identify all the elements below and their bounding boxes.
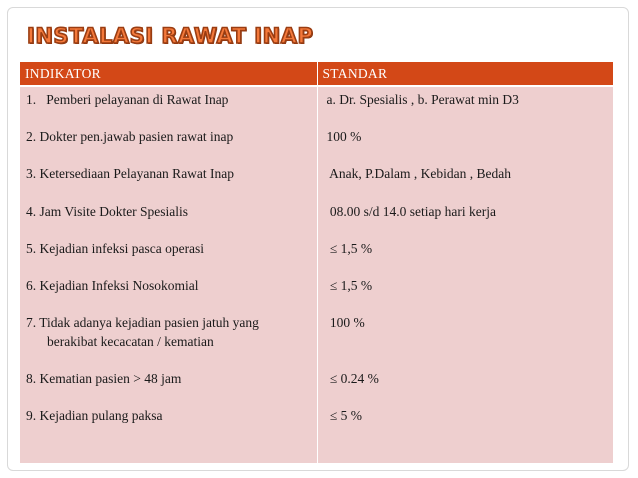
standar-item-9: ≤ 5 % (326, 408, 363, 424)
indikator-item-4: 4. Jam Visite Dokter Spesialis (26, 203, 189, 219)
indikator-item-1: 1. Pemberi pelayanan di Rawat Inap (26, 92, 229, 107)
indikator-item-8: 8. Kematian pasien > 48 jam (26, 370, 182, 386)
indikator-item-7-continued: berakibat kecacatan / kematian (47, 333, 214, 349)
standar-item-3: Anak, P.Dalam , Kebidan , Bedah (326, 166, 511, 182)
header-standar: STANDAR (317, 62, 613, 86)
indikator-item-2: 2. Dokter pen.jawab pasien rawat inap (26, 129, 234, 145)
standar-item-6: ≤ 1,5 % (326, 277, 373, 293)
standar-item-5: ≤ 1,5 % (326, 240, 373, 256)
indikator-item-5: 5. Kejadian infeksi pasca operasi (26, 240, 205, 256)
indikator-item-7: 7. Tidak adanya kejadian pasien jatuh yang (26, 315, 259, 331)
table-header-row (20, 62, 613, 86)
standar-item-4: 08.00 s/d 14.0 setiap hari kerja (326, 203, 496, 219)
standar-item-2: 100 % (326, 129, 362, 145)
indikator-item-3: 3. Ketersediaan Pelayanan Rawat Inap (26, 166, 235, 182)
standar-item-8: ≤ 0.24 % (326, 370, 379, 386)
indikator-item-9: 9. Kejadian pulang paksa (26, 408, 163, 424)
slide-title: INSTALASI RAWAT INAP (27, 24, 314, 48)
indicator-table (20, 62, 613, 463)
standar-item-1: a. Dr. Spesialis , b. Perawat min D3 (326, 92, 519, 107)
header-indikator: INDIKATOR (20, 62, 317, 86)
indikator-item-6: 6. Kejadian Infeksi Nosokomial (26, 277, 199, 293)
indikator-cell (20, 86, 317, 463)
table-row (20, 86, 613, 463)
standar-cell (317, 86, 613, 463)
standar-item-7: 100 % (326, 315, 365, 331)
